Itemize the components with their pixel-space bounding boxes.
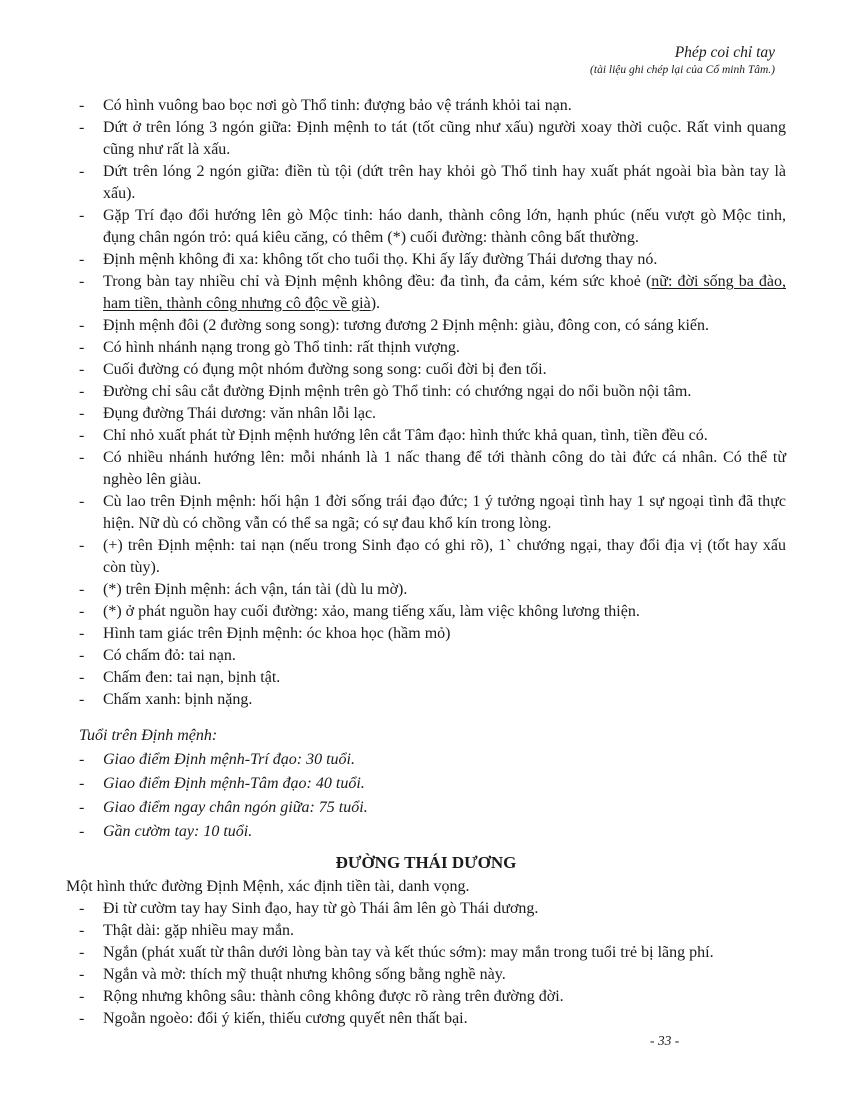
bullet-dash: - <box>79 669 85 686</box>
list-item <box>66 403 786 425</box>
list-item-text: Cuối đường có đụng một nhóm đường song song: cuối đời bị đen tối. <box>103 361 547 378</box>
list-item <box>66 117 786 161</box>
bullet-dash: - <box>79 207 85 224</box>
bullet-dash: - <box>79 581 85 598</box>
list-item-text: Thật dài: gặp nhiều may mắn. <box>103 922 295 939</box>
list-item-text: Có nhiều nhánh hướng lên: mỗi nhánh là 1 nấc thang để tới thành công do tài đức cá nhân. Có thể từ nghèo lên giàu. <box>103 449 786 488</box>
sun-section-intro: Một hình thức đường Định Mệnh, xác định tiền tài, danh vọng. <box>66 878 470 895</box>
bullet-dash: - <box>79 966 85 983</box>
list-item <box>66 359 786 381</box>
page-header <box>590 43 775 78</box>
bullet-dash: - <box>79 988 85 1005</box>
list-item-text: Chỉ nhỏ xuất phát từ Định mệnh hướng lên cắt Tâm đạo: hình thức khả quan, tình, tiền đều có. <box>103 427 708 444</box>
list-item <box>66 898 786 920</box>
list-item <box>66 161 786 205</box>
list-item <box>66 337 786 359</box>
list-item-text: Gần cườm tay: 10 tuổi. <box>103 823 253 840</box>
list-item-text: Giao điểm ngay chân ngón giữa: 75 tuổi. <box>103 799 368 816</box>
list-item-text: (*) trên Định mệnh: ách vận, tán tài (dù lu mờ). <box>103 581 408 598</box>
list-item <box>66 535 786 579</box>
list-item <box>66 748 786 772</box>
bullet-dash: - <box>79 823 85 840</box>
list-item-text: Gặp Trí đạo đổi hướng lên gò Mộc tinh: háo danh, thành công lớn, hạnh phúc (nếu vượt gò Mộc tinh, đụng chân ngón trỏ: quá kiêu căng, có thêm (*) cuối đường: thành công bất thường. <box>103 207 786 246</box>
list-item <box>66 796 786 820</box>
age-section-heading: Tuổi trên Định mệnh: <box>79 727 218 744</box>
list-item-text: Đi từ cườm tay hay Sinh đạo, hay từ gò Thái âm lên gò Thái dương. <box>103 900 539 917</box>
list-item-text: Định mệnh đôi (2 đường song song): tương đương 2 Định mệnh: giàu, đông con, có sáng kiến. <box>103 317 710 334</box>
list-item <box>66 381 786 403</box>
page-number: - 33 - <box>650 1033 680 1048</box>
list-item-text: Ngắn và mờ: thích mỹ thuật nhưng không sống bằng nghề này. <box>103 966 506 983</box>
bullet-dash: - <box>79 317 85 334</box>
list-item-text: Chấm xanh: bịnh nặng. <box>103 691 253 708</box>
list-item-text: Hình tam giác trên Định mệnh: óc khoa học (hầm mỏ) <box>103 625 451 642</box>
list-item-text: Cù lao trên Định mệnh: hối hận 1 đời sống trái đạo đức; 1 ý tưởng ngoại tình hay 1 sự ngoại tình đã thực hiện. Nữ dù có chồng vẫn có thể sa ngã; có sự đau khổ kín trong lòng. <box>103 493 786 532</box>
bullet-dash: - <box>79 691 85 708</box>
list-item <box>66 964 786 986</box>
bullet-dash: - <box>79 427 85 444</box>
age-on-fate-line-section <box>66 724 786 844</box>
bullet-dash: - <box>79 647 85 664</box>
bullet-dash: - <box>79 799 85 816</box>
list-item <box>66 942 786 964</box>
list-item-text-prefix: Trong bàn tay nhiều chỉ và Định mệnh không đều: đa tình, đa cảm, kém sức khoẻ ( <box>103 273 652 290</box>
list-item <box>66 689 786 711</box>
sun-line-section <box>66 850 786 1030</box>
list-item <box>66 205 786 249</box>
header-title: Phép coi chỉ tay <box>674 44 775 61</box>
bullet-dash: - <box>79 361 85 378</box>
list-item-text-underlined: nữ: đời sống ba đào, ham tiền, thành công nhưng cô độc về già <box>103 273 787 312</box>
list-item-text: Đường chỉ sâu cắt đường Định mệnh trên gò Thổ tinh: có chướng ngại do nổi buồn nội tâm. <box>103 383 692 400</box>
main-list <box>66 95 786 711</box>
bullet-dash: - <box>79 273 85 290</box>
bullet-dash: - <box>79 405 85 422</box>
list-item-text: Đụng đường Thái dương: văn nhân lỗi lạc. <box>103 405 377 422</box>
document-body <box>66 95 786 1030</box>
list-item <box>66 249 786 271</box>
list-item-text: Dứt trên lóng 2 ngón giữa: điền tù tội (dứt trên hay khỏi gò Thổ tinh hay xuất phát ngoài bìa bàn tay là xấu). <box>103 163 786 202</box>
list-item <box>66 645 786 667</box>
bullet-dash: - <box>79 603 85 620</box>
bullet-dash: - <box>79 339 85 356</box>
bullet-dash: - <box>79 900 85 917</box>
list-item <box>66 447 786 491</box>
list-item <box>66 667 786 689</box>
bullet-dash: - <box>79 922 85 939</box>
list-item <box>66 579 786 601</box>
page-footer <box>650 1033 679 1049</box>
list-item <box>66 920 786 942</box>
list-item <box>66 601 786 623</box>
list-item <box>66 425 786 447</box>
list-item <box>66 820 786 844</box>
bullet-dash: - <box>79 625 85 642</box>
list-item <box>66 986 786 1008</box>
bullet-dash: - <box>79 537 85 554</box>
list-item-text: Chấm đen: tai nạn, bịnh tật. <box>103 669 281 686</box>
list-item-text: Giao điểm Định mệnh-Tâm đạo: 40 tuổi. <box>103 775 365 792</box>
list-item-text: (+) trên Định mệnh: tai nạn (nếu trong Sinh đạo có ghi rõ), 1` chướng ngại, thay đổi địa vị (tốt hay xấu còn tùy). <box>103 537 786 576</box>
list-item-text: (*) ở phát nguồn hay cuối đường: xảo, mang tiếng xấu, làm việc không lương thiện. <box>103 603 640 620</box>
bullet-dash: - <box>79 383 85 400</box>
sun-section-heading: ĐƯỜNG THÁI DƯƠNG <box>335 853 517 872</box>
list-item <box>66 491 786 535</box>
list-item-text: Ngoằn ngoèo: đổi ý kiến, thiếu cương quyết nên thất bại. <box>103 1010 468 1027</box>
bullet-dash: - <box>79 1010 85 1027</box>
list-item-text: Có hình nhánh nạng trong gò Thổ tinh: rất thịnh vượng. <box>103 339 460 356</box>
list-item <box>66 1008 786 1030</box>
bullet-dash: - <box>79 493 85 510</box>
bullet-dash: - <box>79 944 85 961</box>
header-subtitle: (tài liệu ghi chép lại của Cổ minh Tâm.) <box>590 64 775 76</box>
list-item <box>66 271 786 315</box>
list-item-text: Có hình vuông bao bọc nơi gò Thổ tinh: đượng bảo vệ tránh khỏi tai nạn. <box>103 97 572 114</box>
bullet-dash: - <box>79 163 85 180</box>
bullet-dash: - <box>79 449 85 466</box>
bullet-dash: - <box>79 775 85 792</box>
list-item <box>66 95 786 117</box>
list-item-text: Dứt ở trên lóng 3 ngón giữa: Định mệnh to tát (tốt cũng như xấu) người xoay thời cuộc. Rất vinh quang cũng như rất là xấu. <box>103 119 786 158</box>
list-item-text: Định mệnh không đi xa: không tốt cho tuổi thọ. Khi ấy lấy đường Thái dương thay nó. <box>103 251 658 268</box>
list-item-text: Rộng nhưng không sâu: thành công không được rõ ràng trên đường đời. <box>103 988 564 1005</box>
list-item-text: Giao điểm Định mệnh-Trí đạo: 30 tuổi. <box>103 751 355 768</box>
bullet-dash: - <box>79 97 85 114</box>
list-item-text: Có chấm đỏ: tai nạn. <box>103 647 236 664</box>
bullet-dash: - <box>79 751 85 768</box>
bullet-dash: - <box>79 119 85 136</box>
list-item <box>66 315 786 337</box>
bullet-dash: - <box>79 251 85 268</box>
list-item <box>66 772 786 796</box>
list-item <box>66 623 786 645</box>
list-item-text: Ngắn (phát xuất từ thân dưới lòng bàn tay và kết thúc sớm): may mắn trong tuổi trẻ bị lãng phí. <box>103 944 714 961</box>
list-item-text-suffix: ). <box>370 295 381 312</box>
